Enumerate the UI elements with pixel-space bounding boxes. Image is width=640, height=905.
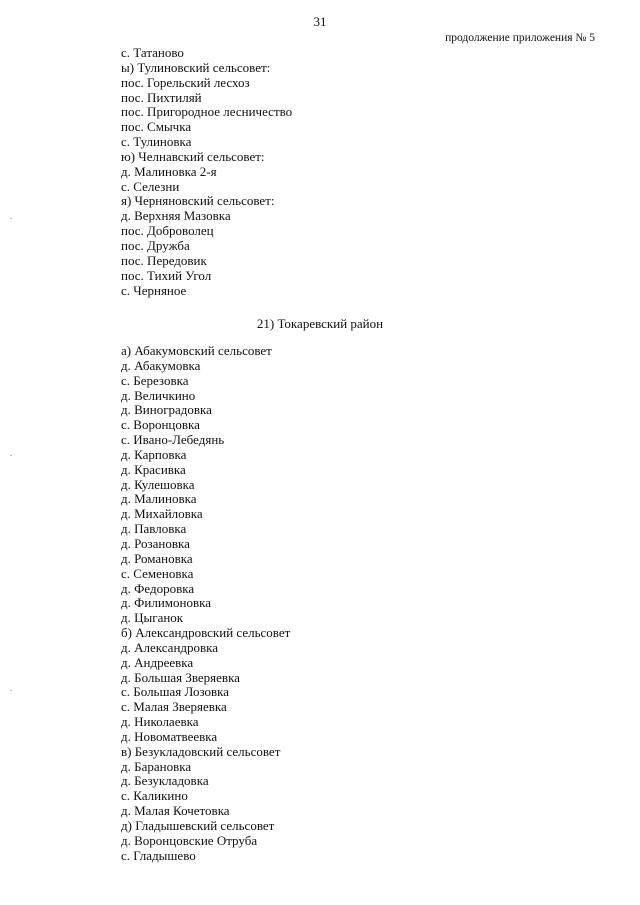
scan-margin-mark [10,455,12,456]
list-item: д. Карповка [121,446,187,462]
scan-margin-mark [10,690,12,691]
list-item: д. Александровка [121,639,219,655]
list-item: д. Филимоновка [121,595,211,611]
list-item: пос. Пригородное лесничество [121,104,293,120]
list-item: д. Большая Зверяевка [121,669,240,685]
list-item: д. Малиновка 2-я [121,163,217,179]
list-item: д. Николаевка [121,714,199,730]
list-item: с. Черняное [121,282,187,298]
list-item: пос. Передовик [121,252,207,268]
list-item: с. Тулиновка [121,134,192,150]
section-heading: 21) Токаревский район [256,316,384,331]
scan-margin-mark [10,218,12,219]
list-item: д. Воронцовские Отруба [121,832,258,848]
page-number: 31 [313,14,327,29]
list-item: д. Барановка [121,758,192,774]
list-item: д. Малиновка [121,491,197,507]
list-item: б) Александровский сельсовет [121,625,291,641]
list-item: д. Михайловка [121,506,203,522]
list-item: д) Гладышевский сельсовет [121,818,275,833]
list-item: д. Цыганок [121,610,184,626]
list-item: с. Каликино [121,788,188,804]
list-item: д. Безукладовка [121,773,209,789]
list-item: д. Павловка [121,521,187,537]
list-item: пос. Пихтиляй [121,89,202,105]
list-item: я) Черняновский сельсовет: [121,193,275,209]
continuation-note: продолжение приложения № 5 [445,32,595,44]
list-item: пос. Тихий Угол [121,267,212,283]
list-item: с. Гладышево [121,847,196,863]
list-item: пос. Доброволец [121,223,214,239]
list-item: с. Воронцовка [121,417,200,433]
list-item: в) Безукладовский сельсовет [121,743,281,759]
settlement-list-bottom [121,344,290,864]
list-item: д. Кулешовка [121,476,195,492]
list-item: с. Семеновка [121,565,194,581]
list-item: д. Верхняя Мазовка [121,208,231,224]
list-item: д. Андреевка [121,654,194,670]
list-item: д. Величкино [121,387,196,403]
list-item: а) Абакумовский сельсовет [121,343,272,358]
list-item: д. Абакумовка [121,357,201,373]
list-item: с. Большая Лозовка [121,684,230,700]
list-item: с. Татаново [121,45,184,60]
list-item: с. Березовка [121,372,189,388]
list-item: ю) Челнавский сельсовет: [121,148,265,164]
list-item: д. Федоровка [121,580,195,596]
list-item: пос. Дружба [121,237,190,253]
list-item: пос. Горельский лесхоз [121,74,250,90]
settlement-list-top [121,46,292,298]
list-item: д. Романовка [121,550,193,566]
list-item: д. Розановка [121,535,190,551]
list-item: д. Виноградовка [121,402,212,418]
list-item: с. Селезни [121,178,180,194]
list-item: д. Красивка [121,461,186,477]
list-item: ы) Тулиновский сельсовет: [121,59,271,75]
list-item: д. Новоматвеевка [121,728,218,744]
list-item: с. Малая Зверяевка [121,699,227,715]
list-item: с. Ивано-Лебедянь [121,432,225,448]
list-item: пос. Смычка [121,119,192,135]
list-item: д. Малая Кочетовка [121,803,230,819]
